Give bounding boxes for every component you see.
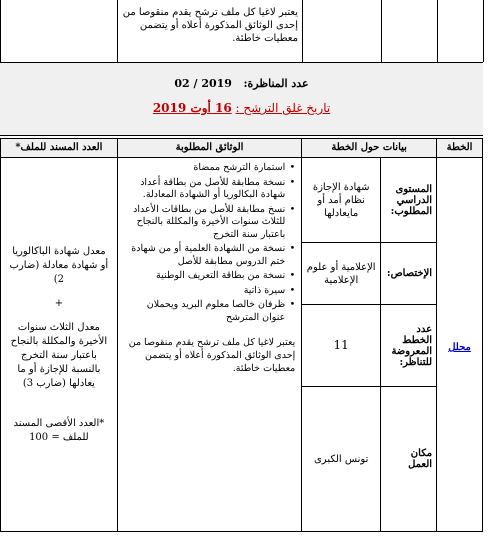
documents-list <box>120 162 299 324</box>
header-plan: الخطة <box>437 139 483 158</box>
header-required-documents: الوثائق المطلوبة <box>117 139 301 158</box>
contest-number-value: 02 / 2019 <box>174 77 232 90</box>
previous-documents-note: يعتبر لاغيا كل ملف ترشح يقدم منقوصا من إحدى الوثائق المذكورة أعلاه أو يتضمن معطيات خاطئة. <box>122 7 298 44</box>
plan-cell <box>437 158 483 532</box>
row-specialty-label: الإختصاص: <box>381 243 437 305</box>
closing-date <box>0 101 483 115</box>
header-score: العدد المسند للملف* <box>1 139 118 158</box>
document-item: • نسخ مطابقة للأصل من بطاقات الأعداد للثلاث سنوات الأخيرة والمكللة بالنجاح باعتبار سنة التخرج <box>124 204 285 242</box>
row-workplace-value: تونس الكبرى <box>302 387 381 532</box>
row-workplace-label: مكان العمل <box>381 387 437 532</box>
row-positions-label: عدد الخطط المعروضة للتناظر: <box>381 305 437 387</box>
closing-date-value: 16 أوت 2019 <box>152 101 232 115</box>
contest-number <box>0 77 483 90</box>
document-item: • استمارة الترشح ممضاة <box>124 162 285 175</box>
row-specialty-value: الإعلامية أو علوم الإعلامية <box>302 243 381 305</box>
header-plan-details: بيانات حول الخطة <box>302 139 437 158</box>
document-item: • نسخة من الشهادة العلمية أو من شهادة ختم الدروس مطابقة للأصل <box>124 243 285 268</box>
score-plus: + <box>54 297 64 309</box>
score-max: *العدد الأقصى المسند للملف = 100 <box>13 417 105 443</box>
documents-note: يعتبر لاغيا كل ملف ترشح يقدم منقوصا من إحدى الوثائق المذكورة أعلاه أو يتضمن معطيات خاطئة. <box>128 337 296 374</box>
score-cell <box>1 158 118 532</box>
document-item: • سيرة ذاتية <box>124 285 285 298</box>
document-item: • ظرفان خالصا معلوم البريد ويحملان عنوان المترشح <box>124 299 285 324</box>
closing-date-label: تاريخ غلق الترشح : <box>235 101 331 115</box>
document-item: • نسخة مطابقة للأصل من بطاقة أعداد شهادة البكالوريا أو الشهادة المعادلة. <box>124 177 285 202</box>
score-part2: معدل الثلاث سنوات الأخيرة والمكللة بالنجاح باعتبار سنة التخرج بالنسبة للإجازة أو ما يعادلها (ضارب 3) <box>10 321 108 389</box>
previous-table-fragment <box>0 0 495 62</box>
score-part1: معدل شهادة الباكالوريا أو شهادة معادلة (ضارب 2) <box>9 245 109 285</box>
contest-number-label: عدد المناظرة: <box>243 77 309 90</box>
row-education-label: المستوى الدراسي المطلوب: <box>381 158 437 243</box>
document-item: • نسخة من بطاقة التعريف الوطنية <box>124 270 285 283</box>
plan-table <box>0 138 483 532</box>
plan-name-link[interactable]: محلل <box>448 342 471 353</box>
contest-header <box>0 62 483 136</box>
row-positions-value: 11 <box>302 305 381 387</box>
documents-cell <box>117 158 301 532</box>
row-education-value: شهادة الإجازة نظام أمد أو مايعادلها <box>302 158 381 243</box>
